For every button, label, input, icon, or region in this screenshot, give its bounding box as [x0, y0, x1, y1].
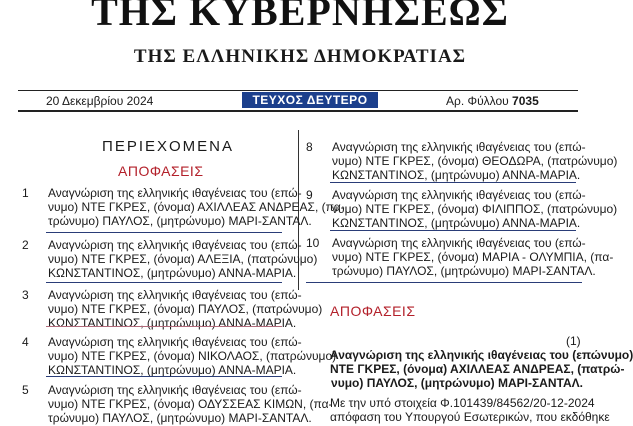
- item-text: Αναγνώριση της ελληνικής ιθαγένειας του (επώ- νυμο) ΝΤΕ ΓΚΡΕΣ, (όνομα) ΑΛΕΞΙΑ, (πατρώνυμο) ΚΩΝΣΤΑΝΤΙΝΟΣ, (μητρώνυμο) ΑΝΝΑ-ΜΑΡΙΑ.: [48, 238, 318, 280]
- issue-badge: ΤΕΥΧΟΣ ΔΕΥΤΕΡΟ: [242, 92, 378, 108]
- item-number: 4: [22, 335, 29, 349]
- contents-section-heading: ΑΠΟΦΑΣΕΙΣ: [118, 163, 204, 179]
- sheet-label: Αρ. Φύλλου: [446, 94, 509, 108]
- item-text: Αναγνώριση της ελληνικής ιθαγένειας του (επώ- νυμο) ΝΤΕ ΓΚΡΕΣ, (όνομα) ΠΑΥΛΟΣ, (πατρώνυμο) ΚΩΝΣΤΑΝΤΙΝΟΣ, (μητρώνυμο) ΑΝΝΑ-ΜΑΡΙΑ.: [48, 288, 323, 330]
- item-number: 2: [22, 238, 29, 252]
- decision-body: Με την υπό στοιχεία Φ.101439/84562/20-12-2024 απόφαση του Υπουργού Εσωτερικών, που εκδόθηκε: [330, 396, 610, 424]
- gazette-subtitle: ΤΗΣ ΕΛΛΗΝΙΚΗΣ ΔΗΜΟΚΡΑΤΙΑΣ: [133, 46, 467, 67]
- item-text: Αναγνώριση της ελληνικής ιθαγένειας του (επώ- νυμο) ΝΤΕ ΓΚΡΕΣ, (όνομα) ΟΔΥΣΣΕΑΣ ΚΙΜΩΝ, (πα- τρώνυμο) ΠΑΥΛΟΣ, (μητρώνυμο) ΜΑΡΙ-ΣΑΝΤΑΛ.: [48, 383, 333, 425]
- header-top-rule: [18, 90, 578, 91]
- item-separator: [330, 230, 576, 231]
- item-number: 3: [22, 288, 29, 302]
- item-text: Αναγνώριση της ελληνικής ιθαγένειας του (επώ- νυμο) ΝΤΕ ΓΚΡΕΣ, (όνομα) ΜΑΡΙΑ - ΟΛΥΜΠΙΑ, (πα- τρώνυμο) ΠΑΥΛΟΣ, (μητρώνυμο) ΜΑΡΙ-ΣΑΝΤΑΛ.: [332, 236, 614, 278]
- item-number: 8: [306, 140, 313, 154]
- decision-title: Αναγνώριση της ελληνικής ιθαγένειας του (επώνυμο) ΝΤΕ ΓΚΡΕΣ, (όνομα) ΑΧΙΛΛΕΑΣ ΑΝΔΡΕΑΣ, (πατρώ- νυμο) ΠΑΥΛΟΣ, (μητρώνυμο) ΜΑΡΙ-ΣΑΝΤΑΛ.: [330, 348, 633, 390]
- item-number: 5: [22, 383, 29, 397]
- item-number: 10: [306, 236, 320, 250]
- item-separator: [306, 282, 582, 283]
- item-text: Αναγνώριση της ελληνικής ιθαγένειας του (επώ- νυμο) ΝΤΕ ΓΚΡΕΣ, (όνομα) ΑΧΙΛΛΕΑΣ ΑΝΔΡΕΑΣ, (πα- τρώνυμο) ΠΑΥΛΟΣ, (μητρώνυμο) ΜΑΡΙ-ΣΑΝΤΑΛ.: [48, 186, 345, 228]
- item-text: Αναγνώριση της ελληνικής ιθαγένειας του (επώ- νυμο) ΝΤΕ ΓΚΡΕΣ, (όνομα) ΘΕΟΔΩΡΑ, (πατρώνυμο) ΚΩΝΣΤΑΝΤΙΝΟΣ, (μητρώνυμο) ΑΝΝΑ-ΜΑΡΙΑ.: [332, 140, 618, 182]
- sheet-number: [446, 94, 539, 108]
- item-separator: [46, 282, 282, 283]
- item-number: 9: [306, 188, 313, 202]
- item-separator: [46, 326, 282, 327]
- item-separator: [46, 376, 282, 377]
- item-text: Αναγνώριση της ελληνικής ιθαγένειας του (επώ- νυμο) ΝΤΕ ΓΚΡΕΣ, (όνομα) ΦΙΛΙΠΠΟΣ, (πατρώνυμο) ΚΩΝΣΤΑΝΤΙΝΟΣ, (μητρώνυμο) ΑΝΝΑ-ΜΑΡΙΑ.: [332, 188, 618, 230]
- decisions-heading: ΑΠΟΦΑΣΕΙΣ: [330, 303, 416, 319]
- sheet-value: 7035: [512, 94, 539, 108]
- issue-date: 20 Δεκεμβρίου 2024: [46, 94, 154, 108]
- item-separator: [330, 182, 576, 183]
- gazette-title: ΤΗΣ ΚΥΒΕΡΝΗΣΕΩΣ: [91, 0, 509, 34]
- masthead: [0, 0, 600, 34]
- decision-number: (1): [566, 334, 581, 348]
- item-separator: [46, 232, 282, 233]
- item-number: 1: [22, 186, 29, 200]
- contents-heading: ΠΕΡΙΕΧΟΜΕΝΑ: [102, 138, 235, 155]
- item-text: Αναγνώριση της ελληνικής ιθαγένειας του (επώ- νυμο) ΝΤΕ ΓΚΡΕΣ, (όνομα) ΝΙΚΟΛΑΟΣ, (πατρώνυμο) ΚΩΝΣΤΑΝΤΙΝΟΣ, (μητρώνυμο) ΑΝΝΑ-ΜΑΡΙΑ.: [48, 335, 337, 377]
- header-bottom-rule: [18, 110, 578, 112]
